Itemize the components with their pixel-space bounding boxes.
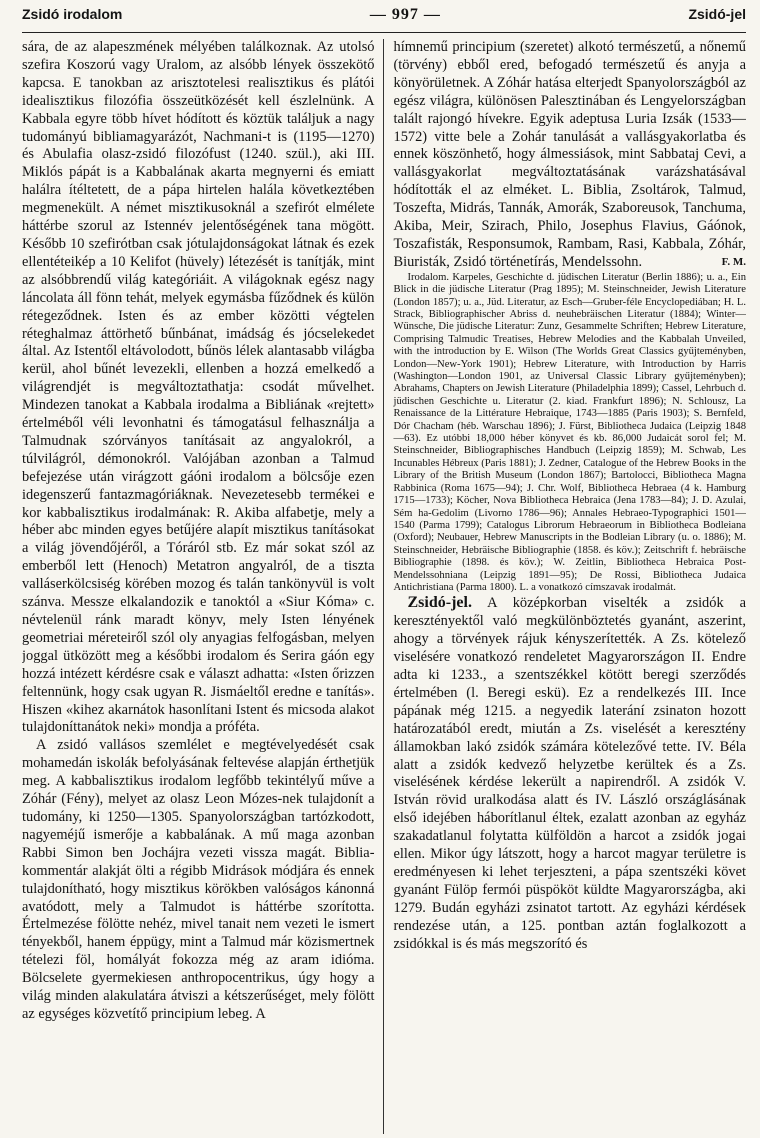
right-column	[383, 39, 747, 1134]
page-number: — 997 —	[369, 6, 441, 23]
bibliography: Irodalom. Karpeles, Geschichte d. jüdischen Literatur (Berlin 1886); u. a., Ein Blick in die jüdische Literatur (Prag 1895); M. Steinschneider, Jewish Literature (London 1857); u. a., Jüd. Literatur, az Esch—Gruber-féle Encyclopediában; H. L. Strack, Bibliographischer Abriss d. neuhebräischen Literatur (1884); Winter—Wünsche, Die jüdische Literatur: Zunz, Gesammelte Schriften; Hebrew Literature, Comprising Talmudic Treatises, Hebrew Melodies and the Kabbalah Unveiled, with the introduction by E. Wilson (The Worlds Great Classics gyűjteményben, London—New-York 1901); Hebrew Literature, with Introduction by Harris (Washington—London 1901, az Universal Classic Library gyűjteményben); Abrahams, Chapters on Jewish Literature (Philadelphia 1899); Cassel, Lehrbuch d. jüdischen Geschichte u. Literatur (2. kiad. Frankfurt 1896); N. Schlousz, La Renaissance de la Littérature Hebraique, 1743—1885 (Paris 1903); S. Bernfeld, Dór Chacham (héb. Warschau 1896); J. Fürst, Bibliotheca Judaica (Leipzig 1848—63). Ez utóbbi 18,000 héber könyvet és kb. 86,000 Judaicát sorol fel; M. Steinschneider, Bibliographisches Handbuch (Leipzig 1859); M. Schwab, Les Incunables Hébreux (Paris 1881); J. Zedner, Catalogue of the Hebrew Books in the Library of the British Museum (London 1867); Bartolocci, Bibliotheca Magna Rabbinica (Roma 1675—94); J. Chr. Wolf, Bibliotheca Hebraea (4 k. Hamburg 1715—1733); Köcher, Nova Bibliotheca Hebraica (Jena 1783—84); J. D. Azulai, Sém ha-Gedolim (Livorno 1786—96); Annales Hebraeo-Typographici 1501—1540 (Parma 1799); Catalogus Librorum Hebraeorum in Bibliotheca Bodleiana (Oxford); Neubauer, Hebrew Manuscripts in the Bodleian Library (u. o. 1886); M. Steinschneider, Hebräische Bibliographie (1858. és köv.); Zeitschrift f. hebräische Bibliographie (1898. és köv.); W. Zeitlin, Bibliotheca Hebraica Post-Mendelssohniana (Leipzig 1891—95); De Rossi, Bibliotheca Judaica Antichristiana (Parma 1800). L. a vonatkozó címszavak irodalmát.	[393, 271, 746, 593]
left-paragraph-2: A zsidó vallásos szemlélet e megtévelyedését csak mohamedán iskolák befolyásának feltevése alapján érthetjük meg. A kabbalisztikus irodalom legfőbb tekintélyű műve a Zóhár (Fény), melyet az olasz Leon Mózes-nek tulajdonít a tudomány, ki 1250—1305. Spanyolországban tartózkodott, nagyeméjű ismerője a kabbalának. A mű maga azonban Rabbi Simon ben Jochájra vezeti vissza magát. Biblia-kommentár alakját ölti a régibb Midrások módjára és ennek tulajdonítható, hogy misztikus körökben valóságos kánonná avatódott, mely a Talmudot is háttérbe szorította. Értelmezése fölötte nehéz, mivel tanait nem vezeti le ismert tényekből, hanem éppügy, mint a Talmud már közismertnek tételezi föl, homályát fokozza még az aram idióma. Bölcselete gyermekiesen anthropocentrikus, úgy hogy a világ minden alakulatára átviszi a kétszerűséget, mely fölött az egységes közvetítő principium lebeg. A	[22, 737, 375, 1022]
left-paragraph-1: sára, de az alapeszmének mélyében találkoznak. Az utolsó szefira Koszorú vagy Uralom, az alsóbb lények összekötő kapcsa. E tanokban az arisztotelesi realisztikus és plátói idealisztikus filozófia összeütközését kell észlelnünk. A Kabbala egyre több hívet hódított és köztük találjuk a nagy tudományú bibliamagyarázót, Nachmani-t is (1195—1270) és Abulafia olasz-zsidó filozófust (1240. szül.), aki III. Miklós pápát is a Kabbalának akarta megnyerni és emiatt halálra ítéltetett, de a pápa hirtelen halála következtében megmenekült. A német misztikusoknál a szefirót elmélete háttérbe szorul az Istennév jelentőségének tana mögött. Később 10 szefirótban csak jótulajdonságokat látnak és ezek ellentéteikép a 10 Kelifot (hüvely) létezését is tanítják, mint az alsóbbrendű világ kategóriáit. A világoknak egész nagy láncolata áll fönn tehát, melyek egymásba fűződnek és külön rétegeződnek. Isten és az ember közötti végtelen réteghalmaz áttörhető bűnbánat, imádság és jócselekedet által. Az Istentől eltávolodott, bűnös lélek alantasabb világba kerül, ahol bűnét levezekli, ellenben a hozzá emelkedő a világrendjét is megváltoztathatja: csodát művelhet. Mindezen tanokat a Kabbala irodalma a Bibliának «rejtett» értelméből véli levonhatni és támogatásul felhasználja a Talmudnak szórványos tanításait az angyalokról, a túlvilágról, démonokról. Valójában azonban a Talmud befejezése után virágzott gáóni irodalom a bölcsője ezen idegenszerű fantazmagóriáknak. Nevezetesebb termékei e kor kabbalisztikus irodalmának: R. Akiba alfabetje, mely a héber abc minden egyes betűjére alapít misztikus tanításokat a világ jövendőjéről, a Tóráról stb. Ez már sokat szól az emberből lett (Henoch) Metatron angyalról, de a tiszta valláserkölcsiség körében mozog és talán tankönyvül is volt szánva. Messze elkalandozik e tanoktól a «Siur Kóma» c. névtelenül ránk maradt könyv, mely Isten lényének geometriai méreteiről szól oly anyagias felfogásban, melyen joggal ütközött meg a későbbi irodalom és Serira gáón egy hozzá intézett kérdésre csak e választ adhatta: «Isten őrizzen feltennünk, hogy csak ugyan R. Jismáeltől eredne e tanítás». Hiszen «kihez akarnátok hasonlítani Istent és micsoda alakot tulajdoníttanátok neki» mondja a próféta.	[22, 39, 375, 736]
right-paragraph-1	[394, 39, 747, 272]
zsido-jel-entry	[394, 594, 747, 953]
entry-text: A középkorban viselték a zsidók a keresztényektől való megkülönböztetés gyanánt, aszerint, ahogy a törvények rájuk kényszerítették. A Zs. kötelező viselésére vonatkozó rendeletet Magyarországon II. Endre adta ki 1233., a szentszékkel kötött beregi szerződés értelmében (l. Beregi eskü). Ez a rendelkezés III. Ince pápának még 1215. a negyedik laterání zsinaton hozott határozatából eredt, miután a Zs. viselését a keresztény államokban lakó zsidók számára kötelezővé tette. IV. Béla alatt a zsidók kedvező helyzetbe kerültek és a Zs. viselésének kérdése lekerült a napirendről. A zsidók V. István rövid uralkodása alatt és IV. László országlásának első idejében háborítlanul éltek, ezalatt azonban az egyház szakadatlanul folytatta külföldön a harcot a zsidók jogai ellen. Mikor úgy látszott, hogy a harcot magyar területre is eredményesen ki lehet terjeszteni, a pápa szentszéki követ gyanánt Fülöp fermói püspököt küldte Magyarországba, aki 1279. Budán egyházi zsinatot tartott. Az egyházi kérdések rendezése után, a 125. pontban aztán foglalkozott a zsidókkal is és más megszorító és	[393, 595, 746, 952]
page-header	[22, 6, 746, 33]
left-column	[22, 39, 383, 1134]
running-title-left: Zsidó irodalom	[22, 6, 123, 22]
right-paragraph-text: hímnemű principium (szeretet) alkotó természetű, a nőnemű (törvény) ebből ered, befogadó természetű és anyja a könyörületnek. A Zóhár hatása elterjedt Spanyolországból az egész világra, különösen Palesztinában és Lengyelországban talált rajongó hívekre. Egyik adeptusa Luria Izsák (1533—1572) vitte bele a Zohár tanulását a vallásgyakorlatba és ennek köszönhető, hogy álmessiások, mint Sabbataj Cevi, a vallásgyakorlat megváltoztatásának varázshatásával hódították el az elméket. L. Biblia, Zsoltárok, Talmud, Toszefta, Midrás, Tannák, Amorák, Szaboreusok, Tanchuma, Akiba, Meir, Szirach, Philo, Josephus Flavius, Gáónok, Toszafisták, Responsumok, Rambam, Rasi, Kabbala, Zóhár, Biuristák, Zsidó történetírás, Mendelssohn.	[393, 39, 746, 270]
running-title-right: Zsidó-jel	[688, 6, 746, 22]
entry-title: Zsidó-jel.	[407, 594, 472, 612]
author-signature: F. M.	[721, 255, 746, 268]
text-columns	[22, 39, 746, 1134]
